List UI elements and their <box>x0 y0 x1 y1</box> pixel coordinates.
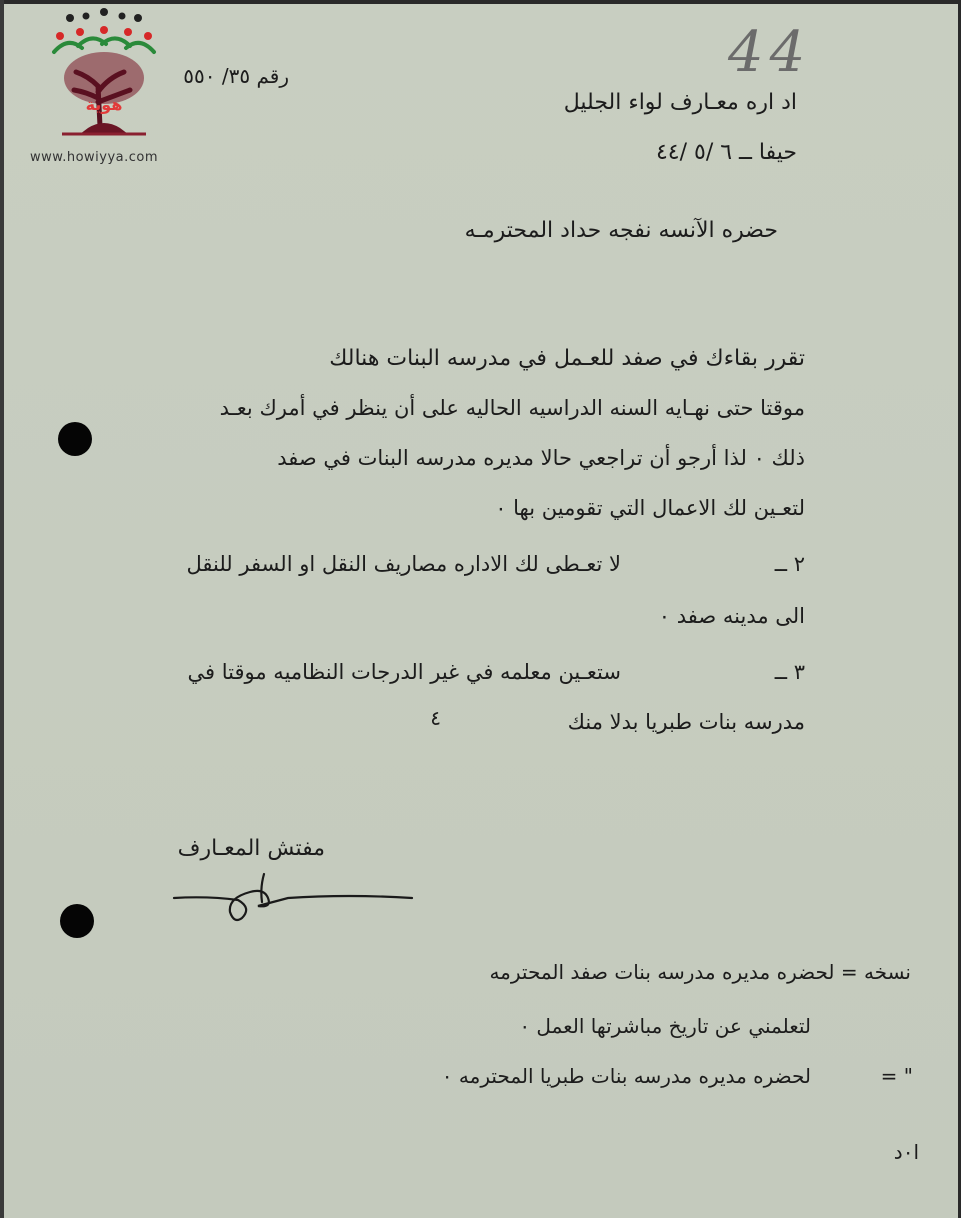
footer-initials: ا٠د <box>893 1140 919 1164</box>
scan-edge-left <box>0 0 4 1218</box>
copy-line-3: لحضره مديره مدرسه بنات طبريا المحترمه ٠ <box>441 1064 811 1088</box>
logo-wordmark: هوية <box>85 95 123 114</box>
punch-hole-bottom <box>60 904 94 938</box>
archive-page-number: 44 <box>728 20 812 85</box>
signatory-title: مفتش المعـارف <box>177 836 325 861</box>
item-3-number: ٣ ــ <box>774 660 805 684</box>
copy-line-1: نسخه = لحضره مديره مدرسه بنات صفد المحترمه <box>489 960 911 984</box>
scan-edge-top <box>0 0 961 4</box>
body-line-3: ذلك ٠ لذا أرجو أن تراجعي حالا مديره مدرسه البنات في صفد <box>277 446 805 470</box>
copy-line-2: لتعلمني عن تاريخ مباشرتها العمل ٠ <box>519 1014 811 1038</box>
addressee: حضره الآنسه نفجه حداد المحترمـه <box>464 218 778 243</box>
copy-line-3-marks: " = <box>880 1064 913 1088</box>
item-3-line-2: مدرسه بنات طبريا بدلا منك <box>567 710 805 734</box>
item-3-marginal-mark: ٤ <box>430 706 441 730</box>
issuing-office: اد اره معـارف لواء الجليل <box>563 90 797 115</box>
body-line-2: موقتا حتى نهـايه السنه الدراسيه الحاليه على أن ينظر في أمرك بعـد <box>219 396 805 420</box>
handwritten-signature-icon <box>168 868 418 928</box>
body-line-4: لتعـين لك الاعمال التي تقومين بها ٠ <box>495 496 805 520</box>
reference-number: رقم ٣٥/ ٥٥٠ <box>183 64 289 88</box>
item-3-line-1: ستعـين معلمه في غير الدرجات النظاميه موقتا في <box>187 660 621 684</box>
body-line-1: تقرر بقاءك في صفد للعـمل في مدرسه البنات هنالك <box>329 346 805 371</box>
item-2-line-1: لا تعـطى لك الاداره مصاريف النقل او السفر للنقل <box>186 552 621 576</box>
logo-url-text: www.howiyya.com <box>30 150 159 165</box>
howiyya-logo-icon <box>48 6 160 146</box>
place-and-date: حيفا ــ ٦ /٥ /٤٤ <box>655 140 797 165</box>
punch-hole-top <box>58 422 92 456</box>
item-2-number: ٢ ــ <box>774 552 805 576</box>
item-2-line-2: الى مدينه صفد ٠ <box>658 604 805 628</box>
